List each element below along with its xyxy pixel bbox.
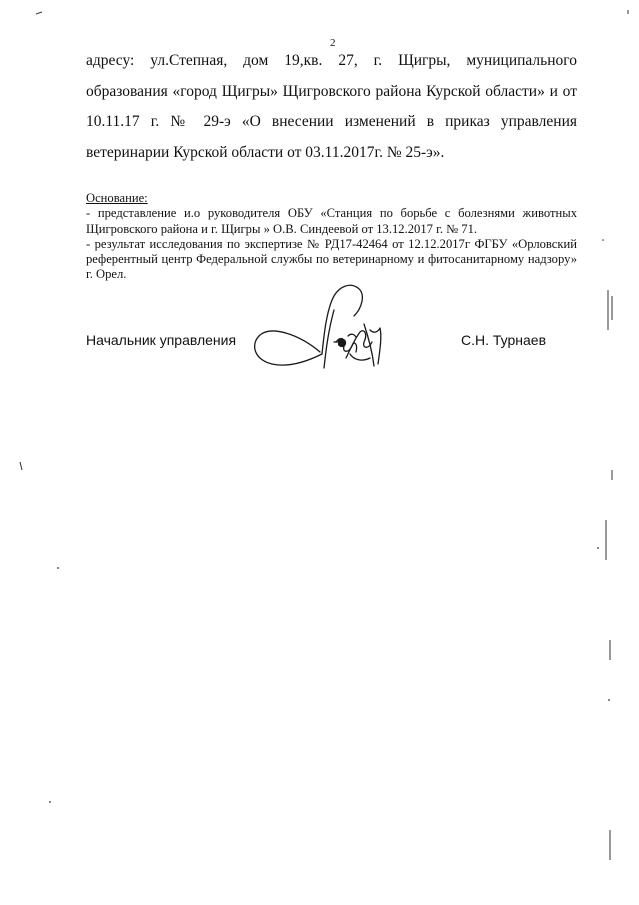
- basis-section: [86, 191, 577, 283]
- signatory-position: Начальник управления: [86, 332, 237, 348]
- basis-item-expertise: - результат исследования по экспертизе № РД17-42464 от 12.12.2017г ФГБУ «Орловский референтный центр Федеральной службы по ветеринарному и фитосанитарному надзору» г. Орел.: [86, 236, 577, 282]
- basis-label: Основание:: [86, 191, 148, 205]
- handwritten-signature: [250, 280, 400, 385]
- basis-item-representation: - представление и.о руководителя ОБУ «Станция по борьбе с болезнями животных Щигровского района и г. Щигры » О.В. Синдеевой от 13.12.2017 г. № 71.: [86, 206, 577, 236]
- page-number: 2: [330, 37, 336, 49]
- signatory-name: С.Н. Турнаев: [461, 332, 547, 348]
- body-paragraph: адресу: ул.Степная, дом 19,кв. 27, г. Щигры, муниципального образования «город Щигры» Щигровского района Курской области» и от 10.11.17 г. № 29-э «О внесении изменений в приказ управления ветеринарии Курской области от 03.11.2017г. № 25-э».: [86, 52, 577, 161]
